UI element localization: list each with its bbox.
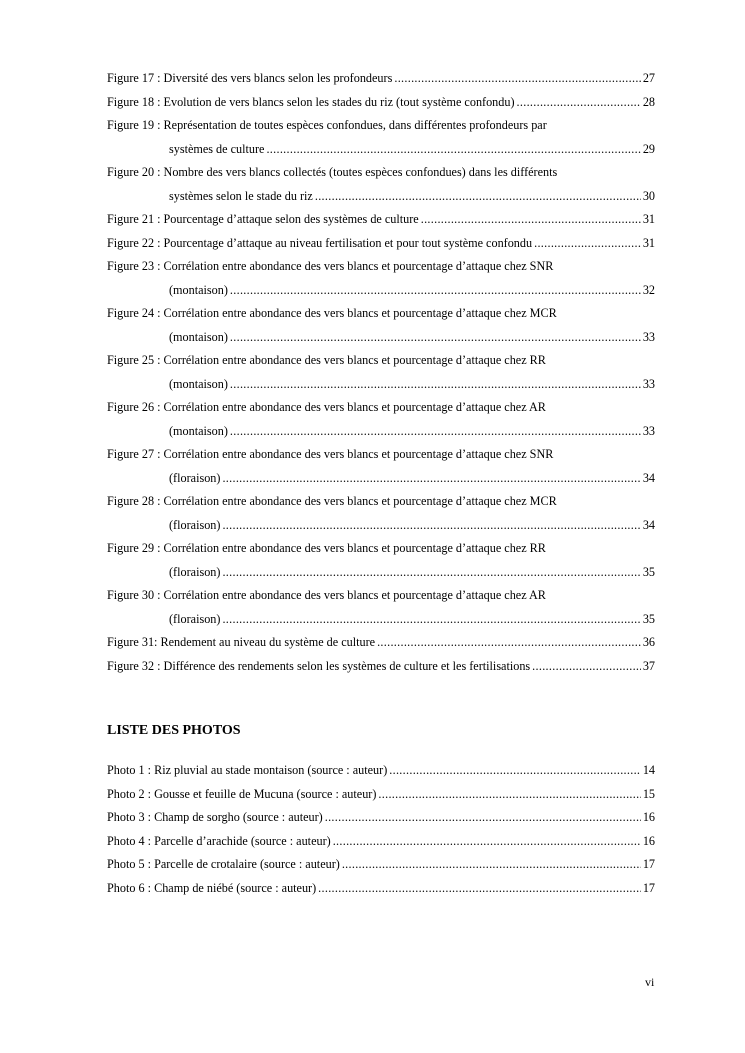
photos-heading: LISTE DES PHOTOS [107,723,241,738]
figure-list [107,69,655,680]
toc-entry-figure-title: Figure 19 : Représentation de toutes espèces confondues, dans différentes profondeurs par [107,118,547,132]
toc-entry-figure-page: 28 [642,94,655,109]
toc-entry-photo[interactable] [107,785,655,809]
toc-entry-figure[interactable] [107,304,655,351]
dot-leader [394,69,640,87]
toc-entry-photo-title: Photo 1 : Riz pluvial au stade montaison (source : auteur) [107,763,388,777]
dot-leader [266,140,640,158]
toc-entry-photo[interactable] [107,761,655,785]
toc-entry-photo-page: 17 [642,880,655,895]
toc-entry-figure-title: (montaison) [169,423,228,438]
toc-entry-photo[interactable] [107,808,655,832]
dot-leader [333,832,641,850]
toc-entry-photo-title: Photo 4 : Parcelle d’arachide (source : auteur) [107,833,331,848]
toc-entry-photo-page: 15 [642,786,655,801]
dot-leader [222,516,640,534]
toc-entry-figure[interactable] [107,492,655,539]
page-number: vi [645,975,655,989]
toc-entry-figure[interactable] [107,398,655,445]
toc-entry-figure-title: (floraison) [169,517,221,532]
toc-entry-figure-page: 36 [642,635,655,649]
toc-entry-figure-title: Figure 31: Rendement au niveau du système de culture [107,635,376,649]
toc-entry-figure-page: 33 [642,329,655,344]
toc-entry-photo-title: Photo 6 : Champ de niébé (source : auteur) [107,880,317,895]
toc-entry-figure-title: Figure 29 : Corrélation entre abondance des vers blancs et pourcentage d’attaque chez RR [107,541,546,555]
dot-leader [315,187,641,205]
photo-list [107,761,655,902]
dot-leader [325,808,641,826]
toc-entry-figure-title: systèmes selon le stade du riz [169,188,313,203]
toc-entry-figure[interactable] [107,257,655,304]
dot-leader [532,657,641,675]
dot-leader [377,633,641,651]
dot-leader [342,855,641,873]
toc-entry-figure-page: 29 [642,141,655,156]
toc-entry-figure-title: Figure 27 : Corrélation entre abondance des vers blancs et pourcentage d’attaque chez SNR [107,447,554,461]
toc-entry-figure-title: (floraison) [169,564,221,579]
toc-entry-photo-title: Photo 2 : Gousse et feuille de Mucuna (source : auteur) [107,786,377,801]
toc-entry-figure-page: 37 [642,658,655,673]
toc-entry-figure[interactable] [107,586,655,633]
toc-entry-photo-title: Photo 3 : Champ de sorgho (source : auteur) [107,810,323,824]
dot-leader [318,879,641,897]
dot-leader [517,93,641,111]
toc-entry-figure[interactable] [107,69,655,93]
dot-leader [389,761,641,779]
toc-entry-figure[interactable] [107,163,655,210]
toc-entry-figure-title: Figure 32 : Différence des rendements selon les systèmes de culture et les fertilisations [107,658,531,673]
toc-entry-figure[interactable] [107,210,655,234]
toc-entry-figure-page: 35 [642,611,655,626]
dot-leader [222,563,640,581]
toc-entry-figure-page: 33 [642,376,655,391]
dot-leader [230,328,641,346]
toc-entry-figure-page: 34 [642,470,655,485]
dot-leader [222,610,640,628]
toc-entry-figure-page: 31 [642,235,655,250]
toc-entry-figure[interactable] [107,539,655,586]
toc-entry-figure-title: Figure 21 : Pourcentage d’attaque selon des systèmes de culture [107,212,419,226]
toc-entry-figure-page: 32 [642,282,655,297]
toc-entry-figure-page: 27 [642,71,655,85]
toc-entry-figure-title: Figure 25 : Corrélation entre abondance des vers blancs et pourcentage d’attaque chez RR [107,353,546,367]
toc-entry-figure-title: Figure 23 : Corrélation entre abondance des vers blancs et pourcentage d’attaque chez SNR [107,259,554,273]
toc-entry-figure-title: Figure 24 : Corrélation entre abondance des vers blancs et pourcentage d’attaque chez MCR [107,306,557,320]
toc-entry-figure[interactable] [107,116,655,163]
toc-entry-figure-title: systèmes de culture [169,141,265,156]
toc-entry-figure-title: (montaison) [169,282,228,297]
toc-entry-figure-title: Figure 28 : Corrélation entre abondance des vers blancs et pourcentage d’attaque chez MCR [107,494,557,508]
toc-entry-figure[interactable] [107,351,655,398]
toc-entry-photo-title: Photo 5 : Parcelle de crotalaire (source : auteur) [107,857,340,871]
toc-entry-photo[interactable] [107,855,655,879]
toc-entry-figure[interactable] [107,234,655,258]
toc-entry-photo-page: 16 [642,833,655,848]
dot-leader [534,234,641,252]
dot-leader [378,785,640,803]
toc-entry-figure-title: Figure 26 : Corrélation entre abondance des vers blancs et pourcentage d’attaque chez AR [107,400,546,414]
dot-leader [230,375,641,393]
toc-entry-figure-title: (floraison) [169,611,221,626]
toc-entry-figure-page: 30 [642,188,655,203]
dot-leader [421,210,641,228]
dot-leader [222,469,640,487]
toc-entry-figure-page: 35 [642,564,655,579]
toc-entry-figure-title: (montaison) [169,376,228,391]
toc-entry-figure-page: 34 [642,517,655,532]
toc-entry-figure-title: Figure 18 : Evolution de vers blancs selon les stades du riz (tout système confondu) [107,94,515,109]
toc-entry-figure-title: (floraison) [169,470,221,485]
toc-entry-figure-page: 31 [642,212,655,226]
toc-entry-photo[interactable] [107,879,655,903]
toc-entry-photo-page: 16 [642,810,655,824]
toc-entry-photo-page: 17 [642,857,655,871]
toc-entry-figure-title: (montaison) [169,329,228,344]
dot-leader [230,422,641,440]
toc-entry-figure[interactable] [107,445,655,492]
toc-entry-figure[interactable] [107,633,655,657]
toc-entry-figure-title: Figure 22 : Pourcentage d’attaque au niveau fertilisation et pour tout système confondu [107,235,533,250]
toc-entry-photo-page: 14 [642,763,655,777]
toc-entry-figure-page: 33 [642,423,655,438]
toc-entry-figure-title: Figure 20 : Nombre des vers blancs collectés (toutes espèces confondues) dans les différents [107,165,558,179]
toc-entry-figure[interactable] [107,93,655,117]
dot-leader [230,281,641,299]
toc-entry-photo[interactable] [107,832,655,856]
toc-entry-figure-title: Figure 30 : Corrélation entre abondance des vers blancs et pourcentage d’attaque chez AR [107,588,546,602]
toc-entry-figure[interactable] [107,657,655,681]
toc-entry-figure-title: Figure 17 : Diversité des vers blancs selon les profondeurs [107,71,393,85]
